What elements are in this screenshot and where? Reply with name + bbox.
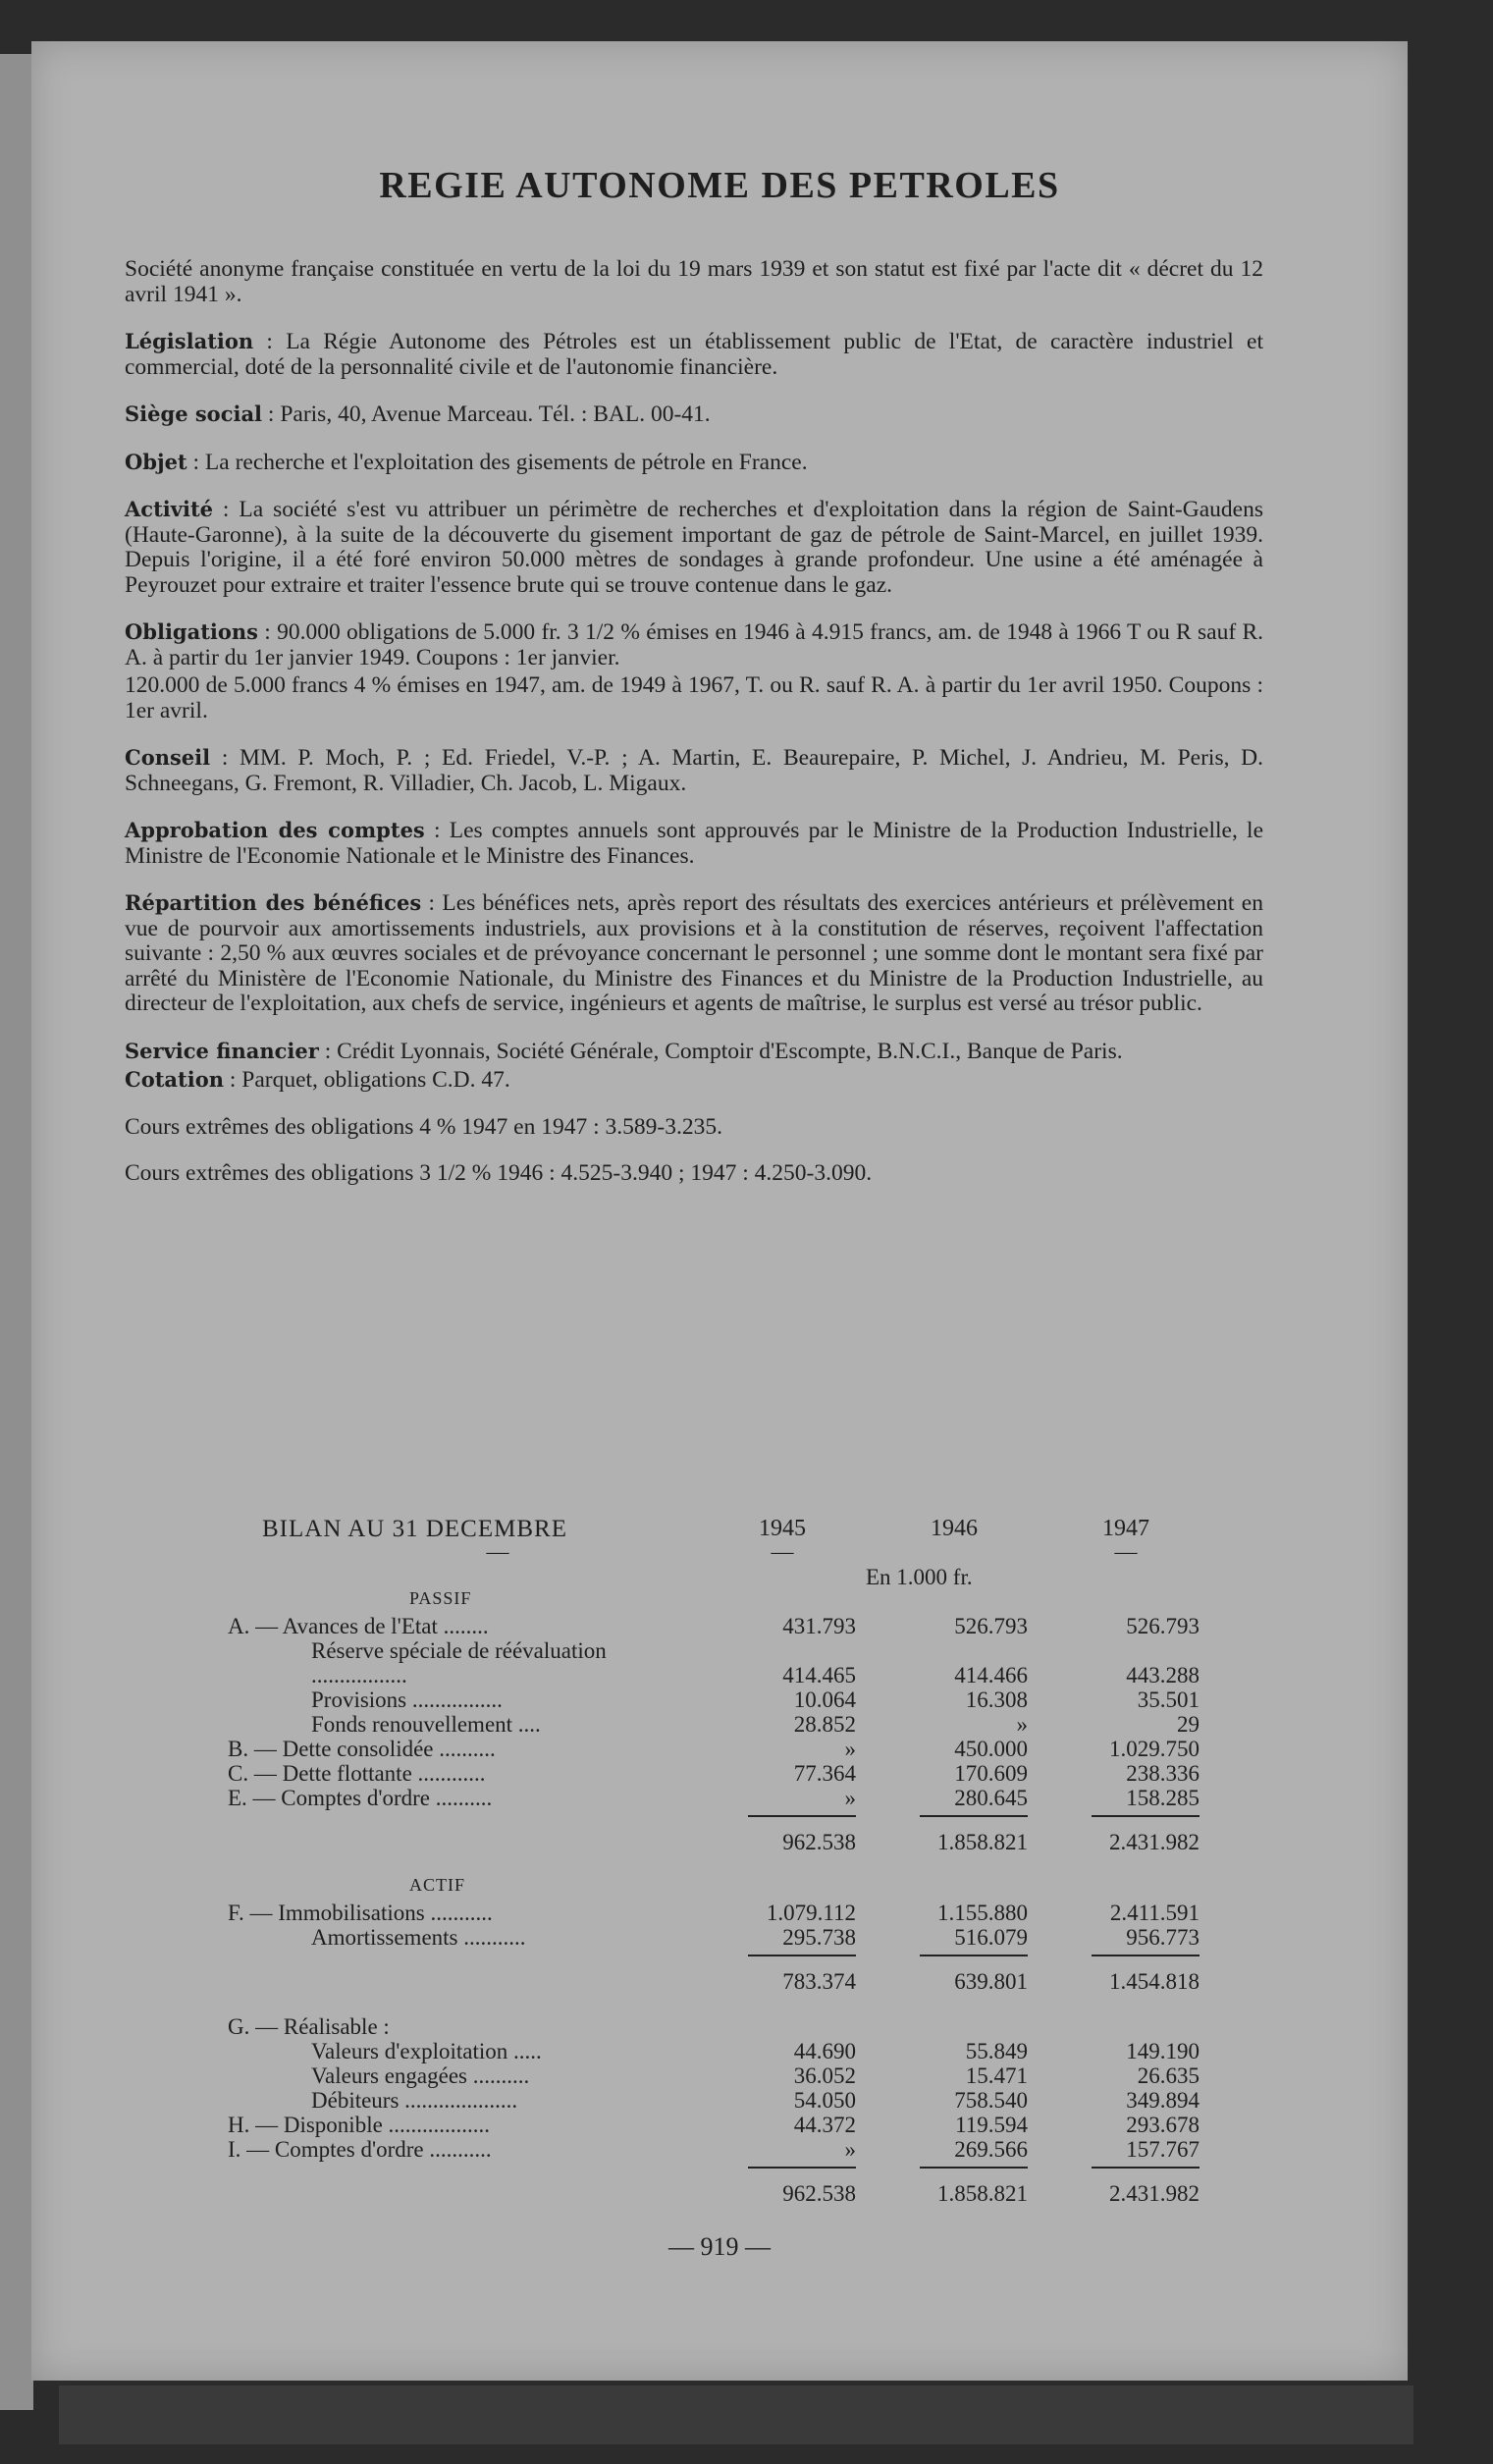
row-label: Valeurs engagées .......... [311,2063,530,2088]
paragraph [125,497,1263,598]
row-value: 349.894 [1126,2088,1200,2113]
row-label: F. — Immobilisations ........... [228,1901,493,1925]
row-value: » [844,2137,856,2162]
table-row [198,2137,1219,2162]
adjacent-page-edge [0,54,33,2410]
row-label: Débiteurs .................... [311,2088,518,2113]
paragraph [125,673,1263,723]
paragraph-text: : MM. P. Moch, P. ; Ed. Friedel, V.-P. ; A. Martin, E. Beaurepaire, P. Michel, J. Andrieu, M. Peris, D. Schneegans, G. Fremont, R. Villadier, Ch. Jacob, L. Migaux. [125,745,1263,796]
paragraph-label: Obligations [125,619,258,644]
row-value: 119.594 [955,2113,1028,2137]
paragraph-text: : Parquet, obligations C.D. 47. [223,1067,510,1093]
row-value: 16.308 [965,1687,1028,1712]
paragraph-label: Activité [125,497,213,521]
row-value: 2.411.591 [1109,1901,1200,1925]
row-label: Valeurs d'exploitation ..... [311,2039,542,2063]
paragraph-text: : La Régie Autonome des Pétroles est un établissement public de l'Etat, de caractère industriel et commercial, doté de la personnalité civile et de l'autonomie financière. [125,329,1263,380]
row-value: 15.471 [965,2063,1028,2088]
table-row [198,1786,1219,1810]
row-value: 450.000 [954,1737,1028,1761]
paragraph [125,329,1263,380]
realisable-label: G. — Réalisable : [228,2014,390,2039]
row-value: 269.566 [954,2137,1028,2162]
paragraph-text: : Les comptes annuels sont approuvés par le Ministre de la Production Industrielle, le Ministre de l'Economie Nationale et le Ministre des Finances. [125,818,1264,869]
table-row [198,1761,1219,1786]
total-value: 783.374 [782,1969,856,1994]
paragraph-label: Conseil [125,745,211,770]
row-value: 10.064 [793,1687,856,1712]
row-value: 414.465 [782,1663,856,1687]
row-value: 295.738 [782,1925,856,1950]
total-value: 962.538 [782,1830,856,1854]
paragraph [125,745,1263,796]
year-header: 1947 [1102,1516,1149,1541]
paragraph-text: : 90.000 obligations de 5.000 fr. 3 1/2 % émises en 1946 à 4.915 francs, am. de 1948 à 1966 T ou R sauf R. A. à partir du 1er janvier 1949. Coupons : 1er janvier. [125,619,1263,670]
year-header: 1945 [759,1516,806,1541]
page-title: REGIE AUTONOME DES PETROLES [379,165,1060,206]
row-label: B. — Dette consolidée .......... [228,1737,496,1761]
paragraph [125,257,1263,307]
row-value: 26.635 [1137,2063,1200,2088]
row-value: 170.609 [954,1761,1028,1786]
row-value: 36.052 [793,2063,856,2088]
row-value: 956.773 [1126,1925,1200,1950]
row-value: 516.079 [954,1925,1028,1950]
unit-label: En 1.000 fr. [866,1565,973,1589]
paragraph [125,619,1263,670]
row-label: Provisions ................ [311,1687,503,1712]
paragraph [125,1039,1263,1065]
table-row [198,1901,1219,1925]
row-value: 29 [1177,1712,1200,1737]
paragraph-label: Cotation [125,1067,224,1092]
total-value: 962.538 [782,2181,856,2206]
row-value: 158.285 [1126,1786,1200,1810]
paragraph-text: Cours extrêmes des obligations 3 1/2 % 1946 : 4.525-3.940 ; 1947 : 4.250-3.090. [125,1160,873,1186]
paragraph-text: : La recherche et l'exploitation des gisements de pétrole en France. [187,449,808,475]
paragraph-label: Législation [125,329,254,353]
row-label: Amortissements ........... [311,1925,526,1950]
paragraph [125,402,1263,428]
row-value: 44.372 [793,2113,856,2137]
year-header: 1946 [931,1516,978,1541]
paragraph-label: Service financier [125,1038,319,1063]
paragraph [125,818,1263,869]
row-value: 77.364 [793,1761,856,1786]
total-value: 1.454.818 [1109,1969,1200,1994]
row-label: Fonds renouvellement .... [311,1712,541,1737]
table-row [198,1687,1219,1712]
paragraph [125,1067,1263,1094]
table-row [198,2113,1219,2137]
row-value: 280.645 [954,1786,1028,1810]
row-value: 35.501 [1137,1687,1200,1712]
total-value: 639.801 [954,1969,1028,1994]
table-row [198,1638,1219,1687]
paragraph-label: Répartition des bénéfices [125,890,422,915]
document-page [31,41,1408,2381]
total-value: 1.858.821 [937,2181,1028,2206]
table-row [198,1737,1219,1761]
row-value: » [1016,1712,1028,1737]
row-value: 157.767 [1126,2137,1200,2162]
total-value: 2.431.982 [1109,2181,1200,2206]
paragraph-text: 120.000 de 5.000 francs 4 % émises en 1947, am. de 1949 à 1967, T. ou R. sauf R. A. à partir du 1er avril 1950. Coupons : 1er avril. [125,672,1263,723]
balance-sheet-title: BILAN AU 31 DECEMBRE [262,1516,567,1542]
actif-heading: ACTIF [409,1875,466,1895]
row-label: H. — Disponible .................. [228,2113,491,2137]
paragraph-text: : Les bénéfices nets, après report des résultats des exercices antérieurs et prélèvement en vue de pourvoir aux amortissements industriels, aux provisions et à la constitution de réserves, reçoivent l'affectation suivante : 2,50 % aux œuvres sociales et de prévoyance concernant le personnel ; une somme dont le montant sera fixé par arrêté du Ministère de l'Economie Nationale, du Ministre des Finances et du Ministre de la Production Industrielle, au directeur de l'exploitation, aux chefs de service, ingénieurs et agents de maîtrise, le surplus est versé au trésor public. [125,890,1263,1016]
row-label: C. — Dette flottante ............ [228,1761,486,1786]
table-row [198,1712,1219,1737]
row-value: 526.793 [954,1614,1028,1638]
total-value: 1.858.821 [937,1830,1028,1854]
row-value: 1.155.880 [937,1901,1028,1925]
row-value: » [844,1737,856,1761]
row-label: I. — Comptes d'ordre ........... [228,2137,492,2162]
row-value: 54.050 [793,2088,856,2113]
row-value: » [844,1786,856,1810]
row-value: 44.690 [793,2039,856,2063]
body-text [125,257,1263,1208]
row-value: 293.678 [1126,2113,1200,2137]
row-value: 28.852 [793,1712,856,1737]
row-value: 149.190 [1126,2039,1200,2063]
row-label: E. — Comptes d'ordre .......... [228,1786,493,1810]
row-value: 526.793 [1126,1614,1200,1638]
table-row [198,2088,1219,2113]
paragraph-text: : Paris, 40, Avenue Marceau. Tél. : BAL. 00-41. [262,402,711,427]
table-row [198,1925,1219,1950]
row-value: 1.079.112 [766,1901,856,1925]
paragraph [125,890,1263,1017]
row-value: 414.466 [954,1663,1028,1687]
row-label: A. — Avances de l'Etat ........ [228,1614,489,1638]
paragraph-text: : La société s'est vu attribuer un périmètre de recherches et d'exploitation dans la région de Saint-Gaudens (Haute-Garonne), à la suite de la découverte du gisement important de gaz de pétrole de Saint-Marcel, en juillet 1939. Depuis l'origine, il a été foré environ 50.000 mètres de sondages à grande profondeur. Une usine a été aménagée à Peyrouzet pour extraire et traiter l'essence brute qui se trouve contenue dans le gaz. [125,497,1263,598]
row-value: 431.793 [782,1614,856,1638]
row-value: 443.288 [1126,1663,1200,1687]
row-value: 758.540 [954,2088,1028,2113]
page-number: — 919 — [668,2232,771,2261]
balance-sheet-table: BILAN AU 31 DECEMBRE 1945 1946 1947 — — — En 1.000 fr. PASSIF A. — Avances de l'Etat ........ 431.793 526.793 526.793 Réserve spéciale de réévaluation ................. 414.465 414.466 443.288 Provisions ................ 10.064 16.308 35.501 Fonds renouvellement .... 28.852 » 29 B. — Dette consolidée .......... » 450.000 1.029.750 C. — Dette flottante ............ 77.364 170.609 238.336 E. — Comptes d'ordre .......... » 280.645 158.285 962.538 1.858.821 2.431.982 ACTIF F. — Immobilisations ........... 1.079.112 1.155.880 2.411.591 Amortissements ........... 295.738 516.079 956.773 783.374 639.801 1.454.818 G. — Réalisable : Valeurs d'exploitation ..... 44.690 55.849 149.190 Valeurs engagées .......... 36.052 15.471 26.635 Débiteurs .................... 54.050 758.540 349.894 H. — Disponible .................. 44.372 119.594 293.678 I. — Comptes d'ordre ........... » 269.566 157.767 962.538 1.858.821 2.431.982 [198,1504,1219,2213]
paragraph-label: Siège social [125,402,263,426]
paragraph [125,1115,1263,1141]
total-value: 2.431.982 [1109,1830,1200,1854]
book-gutter [59,2385,1413,2444]
table-row [198,1614,1219,1638]
row-label: Réserve spéciale de réévaluation ................. [311,1638,607,1687]
paragraph-text: : Crédit Lyonnais, Société Générale, Comptoir d'Escompte, B.N.C.I., Banque de Paris. [318,1038,1123,1064]
row-value: 55.849 [965,2039,1028,2063]
paragraph [125,450,1263,476]
table-row [198,2063,1219,2088]
paragraph-label: Approbation des comptes [125,818,425,842]
passif-heading: PASSIF [409,1588,472,1608]
row-value: 1.029.750 [1109,1737,1200,1761]
paragraph-label: Objet [125,449,187,474]
row-value: 238.336 [1126,1761,1200,1786]
paragraph [125,1161,1263,1187]
paragraph-text: Société anonyme française constituée en vertu de la loi du 19 mars 1939 et son statut est fixé par l'acte dit « décret du 12 avril 1941 ». [125,256,1263,307]
table-row [198,2039,1219,2063]
paragraph-text: Cours extrêmes des obligations 4 % 1947 en 1947 : 3.589-3.235. [125,1113,722,1140]
